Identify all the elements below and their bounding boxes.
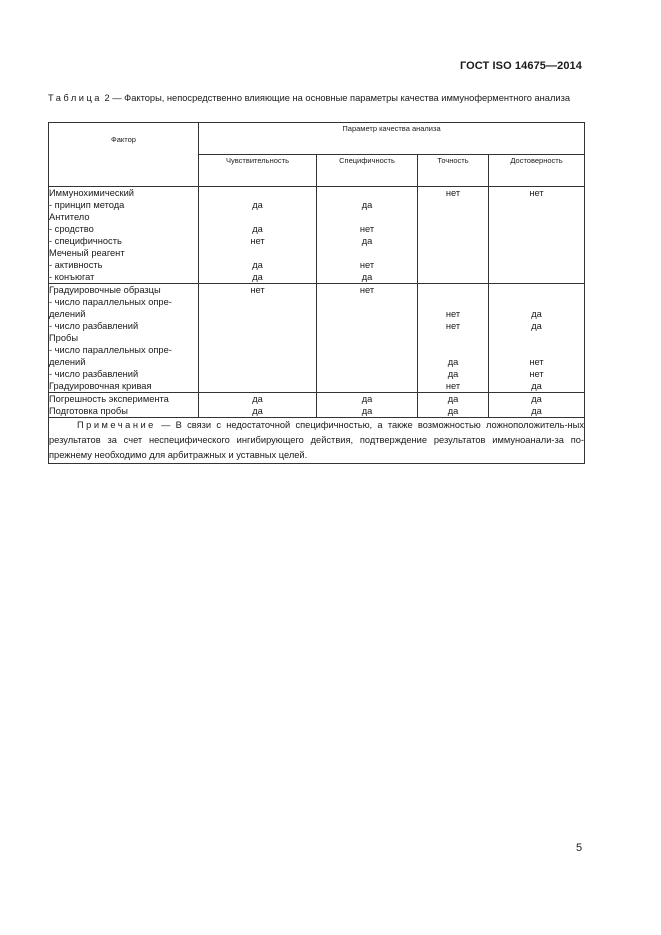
reliability-cell <box>489 393 585 418</box>
value-line <box>489 332 584 344</box>
value-line <box>489 296 584 308</box>
factor-line: - специфичность <box>49 236 122 246</box>
value-line <box>489 284 584 296</box>
factors-table <box>48 122 585 464</box>
value-line: да <box>252 260 263 270</box>
value-line: да <box>252 272 263 282</box>
factor-line: Погрешность эксперимента <box>49 394 169 404</box>
factor-line: Иммунохимический <box>49 188 134 198</box>
accuracy-cell <box>418 284 489 393</box>
sensitivity-cell <box>199 187 317 284</box>
value-line: да <box>531 394 542 404</box>
value-line <box>418 296 488 308</box>
value-line <box>199 247 316 259</box>
value-line: да <box>361 200 373 210</box>
table-row <box>49 187 585 284</box>
table-note-row <box>49 418 585 464</box>
standard-designation: ГОСТ ISO 14675—2014 <box>459 60 582 72</box>
sensitivity-cell: нет <box>199 284 317 393</box>
value-line <box>317 187 417 199</box>
specificity-cell <box>317 187 418 284</box>
factor-cell <box>49 393 199 418</box>
factor-line: Пробы <box>49 333 79 343</box>
value-line: нет <box>445 309 461 319</box>
column-header-accuracy: Точность <box>418 155 489 187</box>
accuracy-cell: нет <box>418 187 489 284</box>
value-line: нет <box>445 381 461 391</box>
value-line: да <box>531 381 542 391</box>
factor-line: Градуировочная кривая <box>49 381 152 391</box>
factor-line: - сродство <box>49 224 94 234</box>
value-line: да <box>531 321 542 331</box>
value-line: да <box>361 394 373 404</box>
table-row <box>49 393 585 418</box>
sensitivity-cell <box>199 393 317 418</box>
table-row <box>49 284 585 393</box>
factor-line: Подготовка пробы <box>49 406 128 416</box>
page-number: 5 <box>576 842 583 854</box>
reliability-cell <box>489 284 585 393</box>
value-line <box>418 344 488 356</box>
factor-line: делений <box>49 309 86 319</box>
value-line: нет <box>359 224 375 234</box>
accuracy-cell <box>418 393 489 418</box>
value-line <box>317 211 417 223</box>
value-line: да <box>447 369 459 379</box>
value-line: да <box>252 406 263 416</box>
quality-parameter-header: Параметр качества анализа <box>199 123 585 155</box>
value-line <box>418 332 488 344</box>
factor-line: - число разбавлений <box>49 321 139 331</box>
factor-line: - число разбавлений <box>49 369 139 379</box>
factor-line: - принцип метода <box>49 200 125 210</box>
factor-cell <box>49 187 199 284</box>
table-caption <box>48 92 583 104</box>
value-line: да <box>531 406 542 416</box>
value-line: да <box>252 224 263 234</box>
note-text: — В связи с недостаточной специфичностью, а также возможностью ложноположитель-ных результатов за счет неспецифического ингибирующего действия, подтверждение результатов иммуноанали-за по-прежнему необходимо для арбитражных и уставных целей. <box>49 420 585 460</box>
value-line: нет <box>250 236 265 246</box>
column-header-sensitivity: Чувствительность <box>199 155 317 187</box>
value-line <box>199 187 316 199</box>
value-line: нет <box>359 260 375 270</box>
reliability-cell: нет <box>489 187 585 284</box>
factor-line: Градуировочные образцы <box>49 285 161 295</box>
factor-line: - активность <box>49 260 103 270</box>
value-line: да <box>447 406 459 416</box>
value-line: да <box>447 357 459 367</box>
factor-column-header: Фактор <box>49 123 199 187</box>
note-label: Примечание <box>77 420 156 430</box>
factor-line: - число параллельных опре- <box>49 345 172 355</box>
value-line: да <box>531 309 542 319</box>
value-line: да <box>447 394 459 404</box>
caption-label: Таблица <box>48 93 102 103</box>
value-line <box>418 284 488 296</box>
column-header-reliability: Достоверность <box>489 155 585 187</box>
table-note <box>49 418 585 464</box>
column-header-specificity: Специфичность <box>317 155 418 187</box>
caption-text: 2 — Факторы, непосредственно влияющие на основные параметры качества иммуноферментного анализа <box>101 93 571 103</box>
factor-line: - конъюгат <box>49 272 95 282</box>
value-line <box>317 247 417 259</box>
specificity-cell <box>317 393 418 418</box>
value-line: нет <box>445 321 461 331</box>
factor-line: Меченый реагент <box>49 248 125 258</box>
value-line: нет <box>529 369 544 379</box>
specificity-cell: нет <box>317 284 418 393</box>
value-line: да <box>361 406 373 416</box>
factor-line: Антитело <box>49 212 90 222</box>
value-line: да <box>361 272 373 282</box>
factor-line: делений <box>49 357 86 367</box>
value-line: да <box>252 394 263 404</box>
value-line <box>199 211 316 223</box>
value-line <box>489 344 584 356</box>
value-line: нет <box>529 357 544 367</box>
factor-line: - число параллельных опре- <box>49 297 172 307</box>
factor-cell <box>49 284 199 393</box>
value-line: да <box>361 236 373 246</box>
value-line: да <box>252 200 263 210</box>
